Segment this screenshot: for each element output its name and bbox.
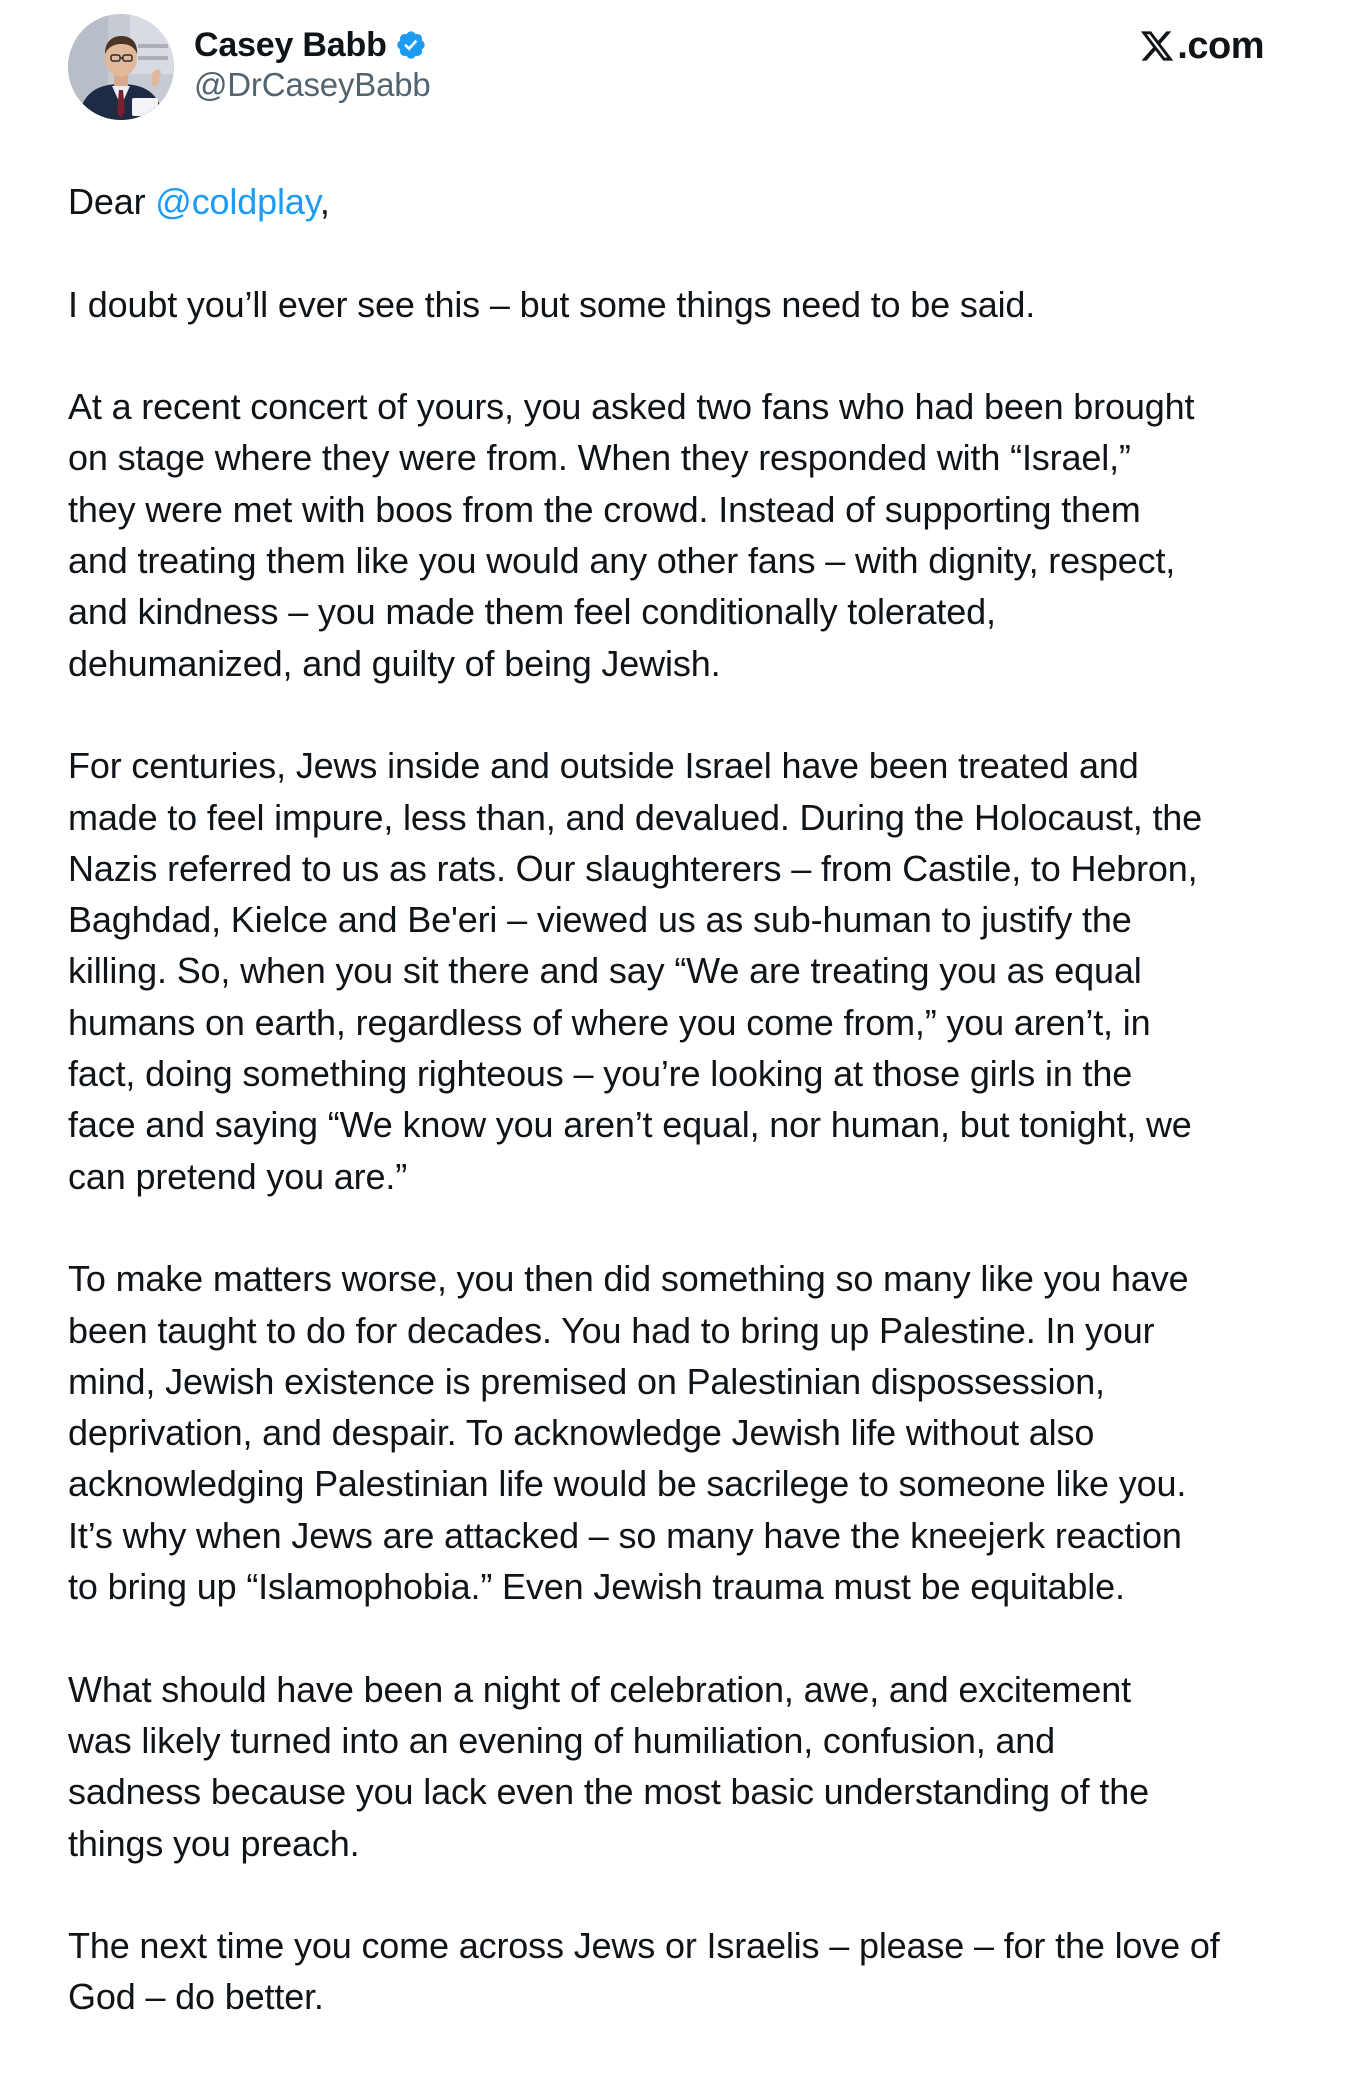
post-text — [68, 176, 1298, 2074]
post-paragraph: What should have been a night of celebration, awe, and excitement was likely turned into an evening of humiliation, confusion, and sadness because you lack even the most basic understanding of the things you preach. — [68, 1668, 1149, 1864]
author-name-row — [194, 24, 427, 66]
author-handle[interactable]: @DrCaseyBabb — [194, 66, 431, 103]
author-avatar[interactable] — [68, 14, 174, 120]
post-paragraph: At a recent concert of yours, you asked two fans who had been brought on stage where they were from. When they responded with “Israel,” they were met with boos from the crowd. Instead of supporting them and treating them like you would any other fans – with dignity, respect, and kindness – you made them feel conditionally tolerated, dehumanized, and guilty of being Jewish. — [68, 386, 1195, 684]
verified-badge-icon — [395, 29, 427, 61]
site-domain-text: .com — [1177, 24, 1264, 67]
greeting-punctuation: , — [319, 181, 330, 222]
author-display-name[interactable]: Casey Babb — [194, 25, 387, 64]
x-logo-icon — [1139, 28, 1175, 64]
post-header — [0, 0, 1350, 140]
site-brand[interactable] — [1139, 22, 1264, 70]
post-paragraph: For centuries, Jews inside and outside Israel have been treated and made to feel impure, less than, and devalued. During the Holocaust, the Nazis referred to us as rats. Our slaughterers – from Castile, to Hebron, Baghdad, Kielce and Be'eri – viewed us as sub-human to justify the killing. So, when you sit there and say “We are treating you as equal humans on earth, regardless of where you come from,” you aren’t, in fact, doing something righteous – you’re looking at those girls in the face and saying “We know you aren’t equal, nor human, but tonight, we can pretend you are.” — [68, 745, 1203, 1197]
post-paragraph: The next time you come across Jews or Israelis – please – for the love of God – do better. — [68, 1925, 1220, 2018]
post-greeting — [68, 176, 1298, 227]
mention-link[interactable]: @coldplay — [155, 181, 320, 222]
greeting-text: Dear — [68, 181, 156, 222]
post-paragraph: I doubt you’ll ever see this – but some things need to be said. — [68, 283, 1036, 325]
post-paragraph: To make matters worse, you then did something so many like you have been taught to do for decades. You had to bring up Palestine. In your mind, Jewish existence is premised on Palestinian dispossession, deprivation, and despair. To acknowledge Jewish life without also acknowledging Palestinian life would be sacrilege to someone like you. It’s why when Jews are attacked – so many have the kneejerk reaction to bring up “Islamophobia.” Even Jewish trauma must be equitable. — [68, 1258, 1189, 1608]
profile-photo-icon — [68, 14, 174, 120]
